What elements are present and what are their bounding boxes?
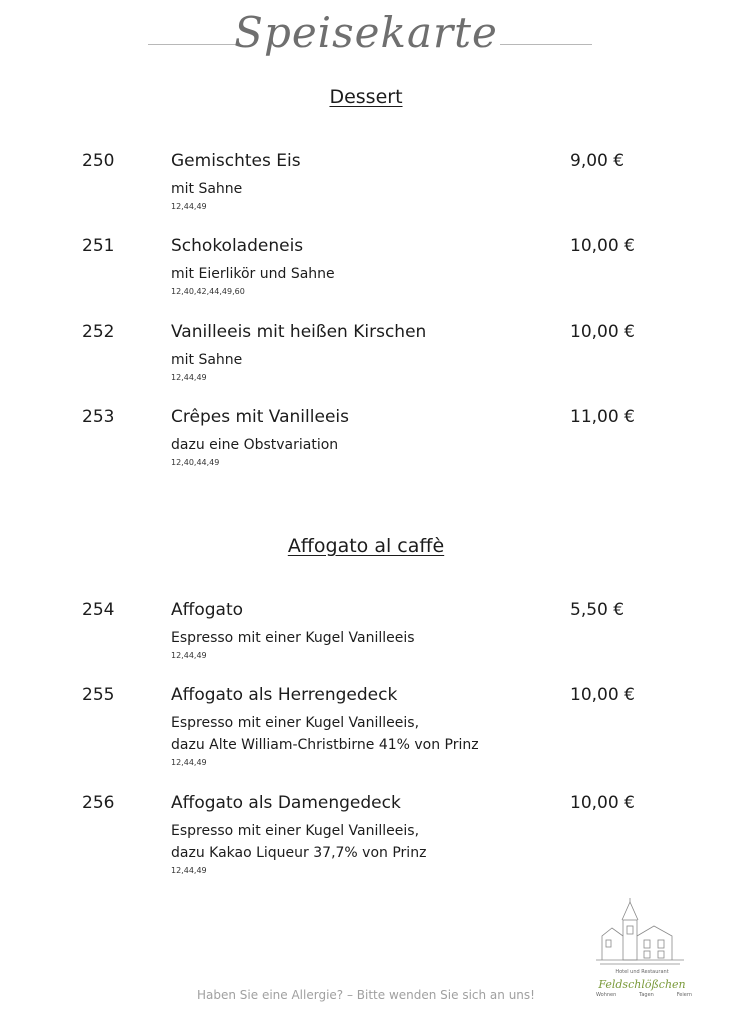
item-allergen-codes: 12,44,49 bbox=[171, 651, 207, 660]
item-allergen-codes: 12,44,49 bbox=[171, 866, 207, 875]
item-number: 250 bbox=[82, 151, 115, 171]
allergy-note: Haben Sie eine Allergie? – Bitte wenden Sie sich an uns! bbox=[197, 988, 535, 1002]
item-description-line: Espresso mit einer Kugel Vanilleeis, bbox=[171, 715, 420, 731]
item-name: Gemischtes Eis bbox=[171, 151, 301, 171]
item-description bbox=[171, 349, 242, 371]
logo-tag: Wohnen bbox=[596, 992, 617, 998]
item-description bbox=[171, 820, 426, 864]
item-price: 11,00 € bbox=[570, 407, 635, 427]
item-number: 252 bbox=[82, 322, 115, 342]
item-description bbox=[171, 178, 242, 200]
item-number: 256 bbox=[82, 793, 115, 813]
item-allergen-codes: 12,44,49 bbox=[171, 758, 207, 767]
page-header bbox=[0, 6, 732, 66]
section-title-dessert: Dessert bbox=[329, 86, 403, 108]
item-description bbox=[171, 434, 338, 456]
item-description-line: dazu eine Obstvariation bbox=[171, 437, 339, 453]
item-description bbox=[171, 627, 415, 649]
item-description-line: mit Sahne bbox=[171, 352, 243, 368]
item-name: Affogato als Damengedeck bbox=[171, 793, 401, 813]
logo-tag: Feiern bbox=[676, 992, 692, 998]
item-name: Affogato bbox=[171, 600, 244, 620]
item-price: 10,00 € bbox=[570, 685, 635, 705]
item-number: 254 bbox=[82, 600, 115, 620]
item-description-line: mit Sahne bbox=[171, 181, 243, 197]
item-price: 10,00 € bbox=[570, 322, 635, 342]
logo-subtitle: Hotel und Restaurant bbox=[615, 969, 669, 975]
item-description-line: Espresso mit einer Kugel Vanilleeis bbox=[171, 630, 415, 646]
logo-name: Feldschlößchen bbox=[598, 978, 686, 991]
item-description bbox=[171, 263, 335, 285]
item-number: 253 bbox=[82, 407, 115, 427]
item-allergen-codes: 12,44,49 bbox=[171, 373, 207, 382]
item-description-line: mit Eierlikör und Sahne bbox=[171, 266, 335, 282]
item-price: 10,00 € bbox=[570, 793, 635, 813]
item-allergen-codes: 12,40,44,49 bbox=[171, 458, 220, 467]
item-allergen-codes: 12,40,42,44,49,60 bbox=[171, 287, 245, 296]
item-name: Crêpes mit Vanilleeis bbox=[171, 407, 349, 427]
item-name: Affogato als Herrengedeck bbox=[171, 685, 398, 705]
item-number: 251 bbox=[82, 236, 115, 256]
page-title: Speisekarte bbox=[234, 8, 498, 57]
header-rule-right bbox=[500, 44, 592, 45]
section-title-affogato: Affogato al caffè bbox=[287, 535, 445, 557]
item-description-line: dazu Alte William-Christbirne 41% von Prinz bbox=[171, 737, 479, 753]
item-description-line: dazu Kakao Liqueur 37,7% von Prinz bbox=[171, 845, 427, 861]
item-name: Vanilleeis mit heißen Kirschen bbox=[171, 322, 427, 342]
item-price: 9,00 € bbox=[570, 151, 625, 171]
item-name: Schokoladeneis bbox=[171, 236, 304, 256]
item-description-line: Espresso mit einer Kugel Vanilleeis, bbox=[171, 823, 420, 839]
item-number: 255 bbox=[82, 685, 115, 705]
item-price: 10,00 € bbox=[570, 236, 635, 256]
item-description bbox=[171, 712, 479, 756]
logo-tag: Tagen bbox=[639, 992, 654, 998]
item-price: 5,50 € bbox=[570, 600, 625, 620]
item-allergen-codes: 12,44,49 bbox=[171, 202, 207, 211]
